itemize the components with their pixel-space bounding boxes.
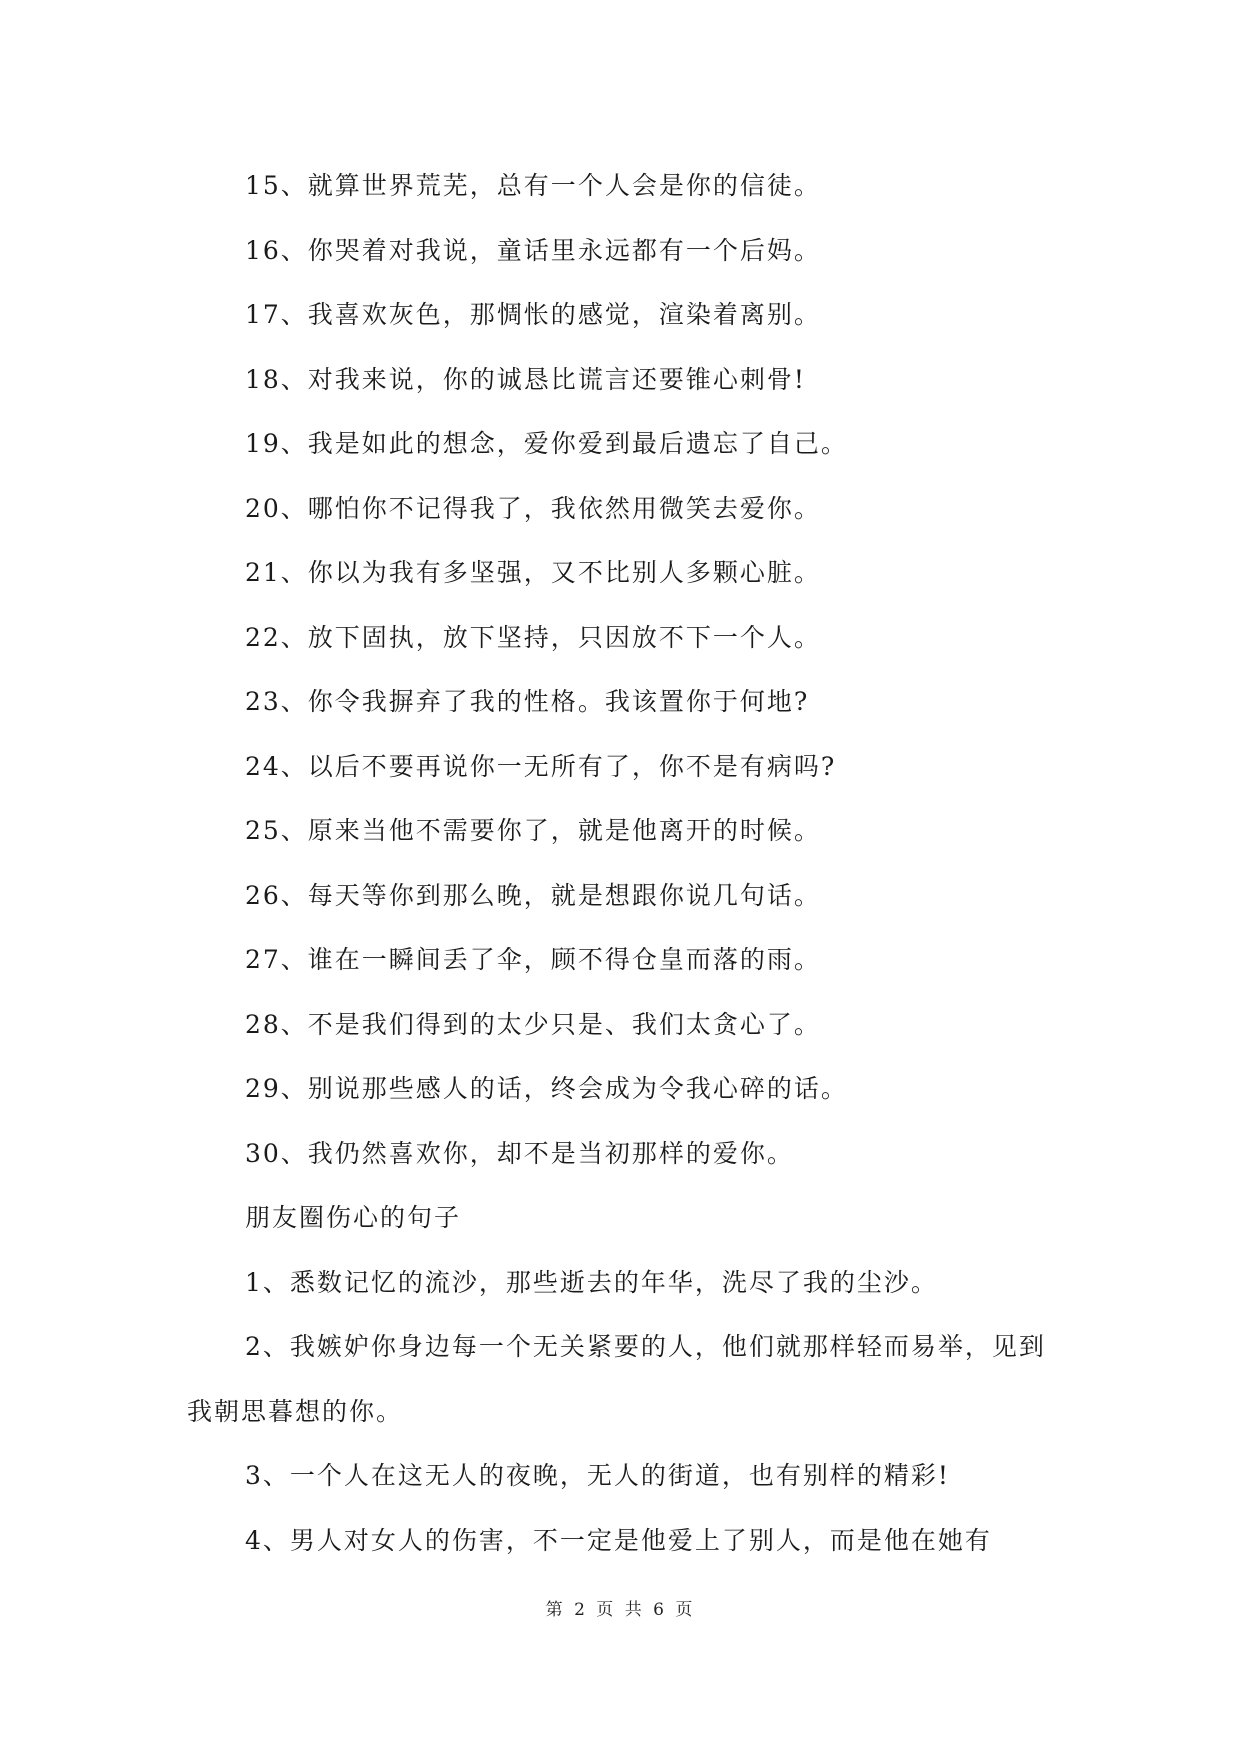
list-item: 27、谁在一瞬间丢了伞，顾不得仓皇而落的雨。 xyxy=(245,945,821,974)
page-number-footer: 第 2 页 共 6 页 xyxy=(545,1600,696,1620)
list-item: 2、我嫉妒你身边每一个无关紧要的人，他们就那样轻而易举，见到我朝思暮想的你。 xyxy=(187,1332,1046,1426)
list-item: 16、你哭着对我说，童话里永远都有一个后妈。 xyxy=(245,235,821,265)
list-item: 1、悉数记忆的流沙，那些逝去的年华，洗尽了我的尘沙。 xyxy=(245,1267,938,1297)
list-item: 24、以后不要再说你一无所有了，你不是有病吗? xyxy=(245,751,837,781)
list-item: 18、对我来说，你的诚恳比谎言还要锥心刺骨! xyxy=(245,364,806,394)
list-item: 29、别说那些感人的话，终会成为令我心碎的话。 xyxy=(245,1074,848,1103)
list-item: 17、我喜欢灰色，那惆怅的感觉，渲染着离别。 xyxy=(245,300,821,329)
list-item: 15、就算世界荒芜，总有一个人会是你的信徒。 xyxy=(245,171,821,200)
list-item: 23、你令我摒弃了我的性格。我该置你于何地? xyxy=(245,687,810,716)
list-item: 28、不是我们得到的太少只是、我们太贪心了。 xyxy=(245,1009,821,1039)
list-item: 22、放下固执，放下坚持，只因放不下一个人。 xyxy=(245,622,821,652)
list-item: 25、原来当他不需要你了，就是他离开的时候。 xyxy=(245,816,821,845)
list-item: 30、我仍然喜欢你，却不是当初那样的爱你。 xyxy=(245,1138,794,1168)
document-body xyxy=(187,154,1067,1573)
list-item: 20、哪怕你不记得我了，我依然用微笑去爱你。 xyxy=(245,493,821,523)
list-item: 3、一个人在这无人的夜晚，无人的街道，也有别样的精彩! xyxy=(245,1461,950,1490)
list-item: 19、我是如此的想念，爱你爱到最后遗忘了自己。 xyxy=(245,429,848,458)
list-item: 26、每天等你到那么晚，就是想跟你说几句话。 xyxy=(245,880,821,910)
list-item: 21、你以为我有多坚强，又不比别人多颗心脏。 xyxy=(245,558,821,587)
list-item: 4、男人对女人的伤害，不一定是他爱上了别人，而是他在她有 xyxy=(245,1525,992,1555)
section-heading: 朋友圈伤心的句子 xyxy=(245,1203,462,1232)
